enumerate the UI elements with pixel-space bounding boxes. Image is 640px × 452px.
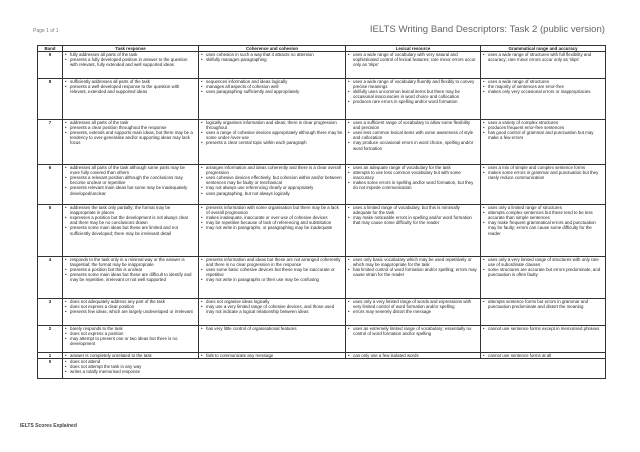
cell-lexical <box>346 257 481 299</box>
table-row <box>38 120 606 165</box>
cell-coherence <box>199 165 346 205</box>
descriptor-item: • uses a variety of complex structures <box>483 120 603 125</box>
cell-lexical <box>346 205 481 257</box>
descriptor-item: • may not write in paragraphs, or paragraphing may be inadequate <box>201 225 343 230</box>
table-row <box>38 299 606 326</box>
descriptor-item: • presents relevant main ideas but some may be inadequately developed/unclear <box>65 185 196 195</box>
descriptor-item: • does not express a clear position <box>65 304 196 309</box>
descriptor-item: • addresses all parts of the task <box>65 120 196 125</box>
descriptor-item: • uses paragraphing, but not always logically <box>201 191 343 196</box>
cell-grammar <box>481 353 606 359</box>
cell-coherence <box>199 79 346 120</box>
descriptor-item: • uses cohesive devices effectively, but cohesion within and/or between sentences may be faulty or mechanical <box>201 175 343 185</box>
cell-grammar <box>481 205 606 257</box>
descriptor-item: • barely responds to the task <box>65 326 196 331</box>
cell-coherence <box>199 205 346 257</box>
descriptor-item: • sequences information and ideas logically <box>201 79 343 84</box>
descriptor-item: • has limited control of word formation and/or spelling; errors may cause strain for the reader <box>348 267 478 277</box>
descriptor-item: • attempts complex sentences but these tend to be less accurate than simple sentences <box>483 210 603 220</box>
cell-lexical <box>346 52 481 79</box>
descriptor-item: • addresses the task only partially; the format may be inappropriate in places <box>65 205 196 215</box>
header-task-response: Task response <box>63 46 199 52</box>
cell-coherence <box>199 52 346 79</box>
table-row <box>38 359 606 379</box>
descriptor-item: • uses a mix of simple and complex sentence forms <box>483 165 603 170</box>
descriptor-item: • presents a clear central topic within each paragraph <box>201 140 343 145</box>
descriptor-item: • manages all aspects of cohesion well <box>201 84 343 89</box>
band-score: 0 <box>38 359 63 379</box>
descriptor-item: • presents some main ideas but these are limited and not sufficiently developed; there may be irrelevant detail <box>65 225 196 235</box>
cell-coherence <box>199 326 346 353</box>
descriptor-item: • skilfully uses uncommon lexical items but there may be occasional inaccuracies in word choice and collocation <box>348 89 478 99</box>
cell-task <box>63 359 606 379</box>
cell-grammar <box>481 79 606 120</box>
cell-lexical <box>346 120 481 165</box>
descriptor-item: • does not attempt the task in any way <box>65 364 603 369</box>
band-score: 7 <box>38 120 63 165</box>
footer-text: IELTS Scores Explained <box>20 423 77 429</box>
descriptor-item: • may produce occasional errors in word choice, spelling and/or word formation <box>348 140 478 150</box>
table-row <box>38 165 606 205</box>
descriptor-item: • uses cohesion in such a way that it attracts no attention <box>201 52 343 57</box>
descriptor-item: • uses paragraphing sufficiently and appropriately <box>201 89 343 94</box>
cell-task <box>63 326 199 353</box>
descriptor-item: • does not organise ideas logically <box>201 299 343 304</box>
descriptor-item: • has good control of grammar and punctuation but may make a few errors <box>483 130 603 140</box>
descriptor-item: • presents information and ideas but these are not arranged coherently and there is no clear progression in the response <box>201 257 343 267</box>
cell-grammar <box>481 299 606 326</box>
descriptor-item: • uses only a very limited range of structures with only rare use of subordinate clauses <box>483 257 603 267</box>
descriptor-item: • uses a wide range of structures <box>483 79 603 84</box>
descriptor-item: • answer is completely unrelated to the task <box>65 353 196 358</box>
table-row <box>38 52 606 79</box>
descriptor-item: • can only use a few isolated words <box>348 353 478 358</box>
band-score: 5 <box>38 205 63 257</box>
descriptor-item: • attempts to use less common vocabulary but with some inaccuracy <box>348 170 478 180</box>
descriptor-item: • may make frequent grammatical errors and punctuation may be faulty; errors can cause some difficulty for the reader <box>483 220 603 235</box>
descriptor-item: • uses a limited range of vocabulary, but this is minimally adequate for the task <box>348 205 478 215</box>
descriptor-item: • presents a well-developed response to the question with relevant, extended and supported ideas <box>65 84 196 94</box>
table-row <box>38 257 606 299</box>
band-score: 6 <box>38 165 63 205</box>
descriptor-item: • makes only very occasional errors or inappropriacies <box>483 89 603 94</box>
band-descriptors-table <box>37 45 606 379</box>
table-row <box>38 79 606 120</box>
descriptor-item: • has very little control of organisational features <box>201 326 343 331</box>
cell-task <box>63 52 199 79</box>
descriptor-item: • makes inadequate, inaccurate or over-use of cohesive devices <box>201 215 343 220</box>
descriptor-item: • cannot use sentence forms except in memorised phrases <box>483 326 603 331</box>
descriptor-item: • the majority of sentences are error-free <box>483 84 603 89</box>
descriptor-item: • does not attend <box>65 359 603 364</box>
band-score: 9 <box>38 52 63 79</box>
descriptor-item: • presents some main ideas but these are difficult to identify and may be repetitive, irrelevant or not well supported <box>65 272 196 282</box>
descriptor-item: • makes some errors in spelling and/or word formation, but they do not impede communication <box>348 180 478 190</box>
cell-grammar <box>481 257 606 299</box>
descriptor-item: • presents, extends and supports main ideas, but there may be a tendency to over-generalise and/or supporting ideas may lack focus <box>65 130 196 145</box>
cell-lexical <box>346 79 481 120</box>
descriptor-item: • sufficiently addresses all parts of the task <box>65 79 196 84</box>
cell-grammar <box>481 165 606 205</box>
document-title: IELTS Writing Band Descriptors: Task 2 (public version) <box>369 24 605 35</box>
descriptor-item: • uses an adequate range of vocabulary for the task <box>348 165 478 170</box>
cell-task <box>63 165 199 205</box>
descriptor-item: • may not always use referencing clearly or appropriately <box>201 185 343 190</box>
descriptor-item: • presents few ideas, which are largely undeveloped or irrelevant <box>65 309 196 314</box>
band-score: 1 <box>38 353 63 359</box>
table-row <box>38 353 606 359</box>
descriptor-item: • fails to communicate any message <box>201 353 343 358</box>
header-lexical: Lexical resource <box>346 46 481 52</box>
cell-coherence <box>199 353 346 359</box>
band-score: 2 <box>38 326 63 353</box>
descriptor-item: • produces rare errors in spelling and/or word formation <box>348 99 478 104</box>
cell-coherence <box>199 120 346 165</box>
descriptor-item: • may make noticeable errors in spelling and/or word formation that may cause some difficulty for the reader <box>348 215 478 225</box>
cell-lexical <box>346 299 481 326</box>
descriptor-item: • may not write in paragraphs or their use may be confusing <box>201 277 343 282</box>
band-score: 8 <box>38 79 63 120</box>
cell-lexical <box>346 353 481 359</box>
cell-task <box>63 79 199 120</box>
cell-grammar <box>481 326 606 353</box>
descriptor-item: • may attempt to present one or two ideas but there is no development <box>65 336 196 346</box>
table-body <box>38 52 606 379</box>
descriptor-item: • uses only a limited range of structures <box>483 205 603 210</box>
cell-lexical <box>346 165 481 205</box>
descriptor-item: • presents a fully developed position in answer to the question with relevant, fully extended and well supported ideas <box>65 57 196 67</box>
descriptor-item: • uses a wide range of structures with full flexibility and accuracy; rare minor errors occur only as 'slips' <box>483 52 603 62</box>
cell-task <box>63 257 199 299</box>
descriptor-item: • does not adequately address any part of the task <box>65 299 196 304</box>
descriptor-item: • uses a sufficient range of vocabulary to allow some flexibility and precision <box>348 120 478 130</box>
descriptor-item: • uses a wide range of vocabulary fluently and flexibly to convey precise meanings <box>348 79 478 89</box>
descriptor-item: • makes some errors in grammar and punctuation but they rarely reduce communication <box>483 170 603 180</box>
descriptor-item: • uses only a very limited range of words and expressions with very limited control of word formation and/or spelling <box>348 299 478 309</box>
descriptor-item: • expresses a position but the development is not always clear and there may be no conclusions drawn <box>65 215 196 225</box>
descriptor-item: • arranges information and ideas coherently and there is a clear overall progression <box>201 165 343 175</box>
cell-grammar <box>481 52 606 79</box>
descriptor-item: • errors may severely distort the message <box>348 309 478 314</box>
descriptor-item: • uses a wide range of vocabulary with very natural and sophisticated control of lexical features; rare minor errors occur only as 'slips' <box>348 52 478 67</box>
descriptor-item: • cannot use sentence forms at all <box>483 353 603 358</box>
descriptor-item: • presents a clear position throughout the response <box>65 125 196 130</box>
cell-grammar <box>481 120 606 165</box>
header-grammar: Grammatical range and accuracy <box>481 46 606 52</box>
band-score: 4 <box>38 257 63 299</box>
descriptor-item: • presents information with some organisation but there may be a lack of overall progression <box>201 205 343 215</box>
descriptor-item: • uses an extremely limited range of vocabulary; essentially no control of word formation and/or spelling <box>348 326 478 336</box>
descriptor-item: • fully addresses all parts of the task <box>65 52 196 57</box>
band-score: 3 <box>38 299 63 326</box>
table-row <box>38 205 606 257</box>
descriptor-item: • logically organises information and ideas; there is clear progression throughout <box>201 120 343 130</box>
descriptor-item: • may be repetitive because of lack of referencing and substitution <box>201 220 343 225</box>
cell-task <box>63 120 199 165</box>
cell-coherence <box>199 257 346 299</box>
descriptor-item: • attempts sentence forms but errors in grammar and punctuation predominate and distort the meaning <box>483 299 603 309</box>
descriptor-item: • addresses all parts of the task although some parts may be more fully covered than others <box>65 165 196 175</box>
descriptor-item: • uses only basic vocabulary which may be used repetitively or which may be inappropriate for the task <box>348 257 478 267</box>
descriptor-item: • responds to the task only in a minimal way or the answer is tangential; the format may be inappropriate <box>65 257 196 267</box>
header-coherence: Coherence and cohesion <box>199 46 346 52</box>
descriptor-item: • uses some basic cohesive devices but these may be inaccurate or repetitive <box>201 267 343 277</box>
cell-task <box>63 205 199 257</box>
descriptor-item: • uses a range of cohesive devices appropriately although there may be some under-/over-use <box>201 130 343 140</box>
descriptor-item: • does not express a position <box>65 331 196 336</box>
header-band: Band <box>38 46 63 52</box>
cell-coherence <box>199 299 346 326</box>
descriptor-item: • writes a totally memorised response <box>65 369 603 374</box>
descriptor-item: • uses less common lexical items with some awareness of style and collocation <box>348 130 478 140</box>
descriptor-item: • may use a very limited range of cohesive devices, and those used may not indicate a logical relationship between ideas <box>201 304 343 314</box>
cell-task <box>63 353 199 359</box>
descriptor-item: • produces frequent error-free sentences <box>483 125 603 130</box>
descriptor-item: • presents a relevant position although the conclusions may become unclear or repetitive <box>65 175 196 185</box>
descriptor-item: • presents a position but this is unclear <box>65 267 196 272</box>
table-row <box>38 326 606 353</box>
cell-task <box>63 299 199 326</box>
cell-lexical <box>346 326 481 353</box>
descriptor-item: • skilfully manages paragraphing <box>201 57 343 62</box>
page-number: Page 1 of 1 <box>33 28 59 34</box>
descriptor-item: • some structures are accurate but errors predominate, and punctuation is often faulty <box>483 267 603 277</box>
